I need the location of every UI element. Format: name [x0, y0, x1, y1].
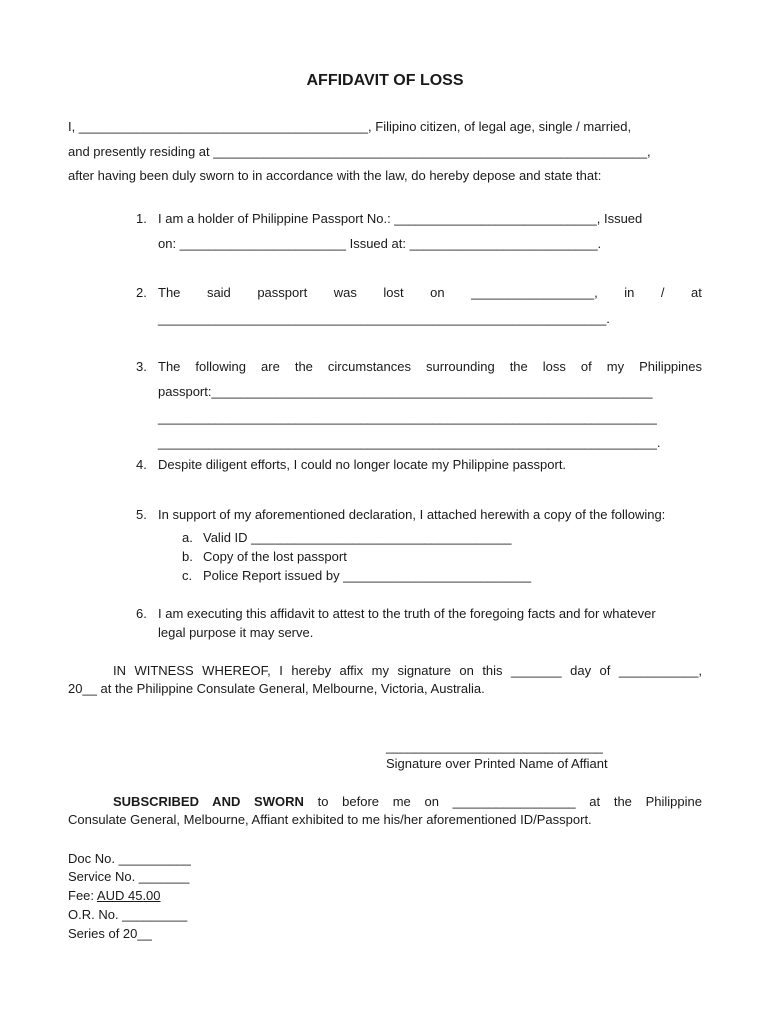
- item-4-number: 4.: [136, 457, 147, 472]
- item-3-line-4: _____________________________________________________________________.: [158, 435, 661, 450]
- item-5-sub-a-letter: a.: [182, 530, 193, 545]
- sworn-line-1: [68, 795, 702, 808]
- witness-line-1: [68, 664, 702, 677]
- witness-line-2: 20__ at the Philippine Consulate General, Melbourne, Victoria, Australia.: [68, 681, 485, 696]
- item-2-number: 2.: [136, 285, 147, 300]
- item-3-line-3: _____________________________________________________________________: [158, 410, 657, 425]
- item-2-word: in: [624, 285, 635, 300]
- intro-line-3: after having been duly sworn to in accordance with the law, do hereby depose and state that:: [68, 168, 602, 183]
- item-2-word: said: [206, 285, 231, 300]
- item-3-text: The following are the circumstances surrounding the loss of my Philippines: [158, 359, 702, 374]
- item-2-line-1: [158, 286, 702, 299]
- item-3-line-1: [158, 360, 702, 373]
- signature-label: Signature over Printed Name of Affiant: [386, 756, 608, 771]
- item-1-line-2: on: _______________________ Issued at: __________________________.: [158, 236, 602, 251]
- service-no: Service No. _______: [68, 869, 190, 884]
- item-4-line-1: Despite diligent efforts, I could no longer locate my Philippine passport.: [158, 457, 567, 472]
- item-5-sub-b-letter: b.: [182, 549, 193, 564]
- sworn-bold: SUBSCRIBED AND SWORN: [113, 794, 304, 809]
- item-5-sub-c-letter: c.: [182, 568, 193, 583]
- witness-text: IN WITNESS WHEREOF, I hereby affix my signature on this _______ day of ___________,: [113, 663, 702, 678]
- page-title: AFFIDAVIT OF LOSS: [306, 72, 464, 89]
- signature-line: ______________________________: [386, 739, 603, 754]
- item-5-sub-c-text: Police Report issued by __________________________: [203, 568, 532, 583]
- item-5-sub-b-text: Copy of the lost passport: [203, 549, 347, 564]
- item-2-word: lost: [383, 285, 404, 300]
- sworn-line-2: Consulate General, Melbourne, Affiant exhibited to me his/her aforementioned ID/Passport.: [68, 812, 592, 827]
- or-no: O.R. No. _________: [68, 907, 188, 922]
- doc-no: Doc No. __________: [68, 851, 191, 866]
- item-2-word: The: [158, 285, 181, 300]
- sworn-rest: to before me on _________________ at the Philippine: [317, 794, 702, 809]
- item-6-number: 6.: [136, 606, 147, 621]
- item-2-word: was: [333, 285, 357, 300]
- item-1-number: 1.: [136, 211, 147, 226]
- item-6-line-2: legal purpose it may serve.: [158, 625, 314, 640]
- item-2-word: /: [660, 285, 665, 300]
- item-5-line-1: In support of my aforementioned declaration, I attached herewith a copy of the following:: [158, 507, 666, 522]
- item-2-word: at: [691, 285, 702, 300]
- item-2-word: on: [430, 285, 445, 300]
- intro-line-1: I, ________________________________________, Filipino citizen, of legal age, single / married,: [68, 119, 632, 134]
- item-1-line-1: I am a holder of Philippine Passport No.: ____________________________, Issued: [158, 211, 643, 226]
- fee: [68, 889, 161, 902]
- item-3-number: 3.: [136, 359, 147, 374]
- intro-line-2: and presently residing at ____________________________________________________________,: [68, 144, 651, 159]
- item-6-line-1: I am executing this affidavit to attest to the truth of the foregoing facts and for whatever: [158, 606, 656, 621]
- item-2-line-2: ______________________________________________________________.: [158, 311, 610, 326]
- fee-value: AUD 45.00: [96, 888, 161, 903]
- series: Series of 20__: [68, 926, 152, 941]
- fee-label: Fee:: [68, 888, 97, 903]
- sworn-text: [68, 795, 702, 808]
- item-2-word: _________________,: [471, 285, 598, 300]
- item-3-line-2: passport:_____________________________________________________________: [158, 384, 653, 399]
- item-2-word: passport: [257, 285, 308, 300]
- item-5-sub-a-text: Valid ID ____________________________________: [203, 530, 512, 545]
- item-5-number: 5.: [136, 507, 147, 522]
